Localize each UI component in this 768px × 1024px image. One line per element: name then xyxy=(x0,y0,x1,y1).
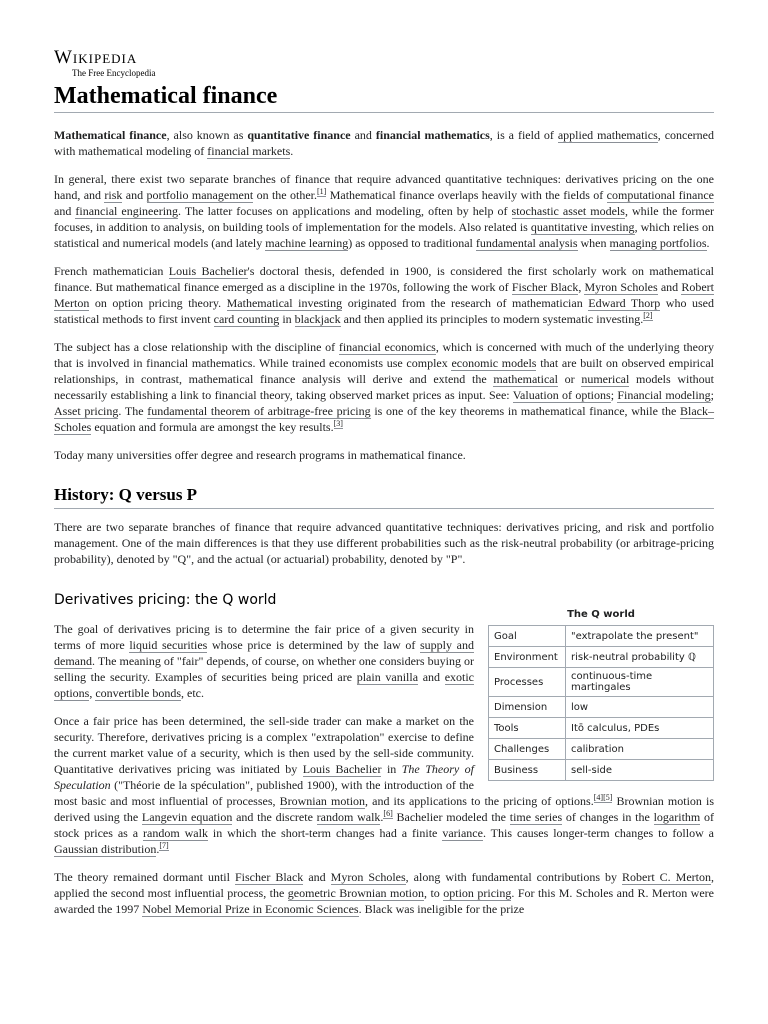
infobox-row xyxy=(489,760,714,781)
infobox-key: Environment xyxy=(489,647,566,668)
infobox-value: Itō calculus, PDEs xyxy=(566,718,714,739)
text: . The latter focuses on applications and modeling, often by help of xyxy=(178,204,512,218)
wikipedia-wordmark: Wikipedia xyxy=(54,47,138,68)
text: of stock prices as a xyxy=(54,810,715,840)
text: ; xyxy=(610,388,618,402)
text: , which is concerned with much of the underlying theory that is involved in financial mathematics. While trained economists use complex xyxy=(54,340,714,370)
link-quantitative-investing[interactable]: quantitative investing xyxy=(530,220,635,234)
text: . xyxy=(290,144,294,158)
link-exotic-options[interactable]: exotic options xyxy=(54,670,475,700)
section-heading-history: History: Q versus P xyxy=(54,485,714,509)
text: that are built on observed empirical relationships, in contrast, mathematical finance analysis will derive and extend the xyxy=(54,356,714,386)
text: Today many universities offer degree and research programs in mathematical finance. xyxy=(54,448,466,462)
link-edward-thorp[interactable]: Edward Thorp xyxy=(588,296,661,310)
link-convertible-bonds[interactable]: convertible bonds xyxy=(95,686,181,700)
citation-4[interactable] xyxy=(594,793,603,803)
text: Once a fair price has been determined, the sell-side trader can make a market on the security. Therefore, derivatives pricing is a complex "extrapolation" exercise to define the current market value of a security, which is then used by the sell-side community. Quantitative derivatives pricing was initiated by xyxy=(54,714,474,776)
text: originated from the research of mathematician xyxy=(342,296,589,310)
citation-link[interactable]: [2] xyxy=(643,311,653,320)
paragraph-q-versus-p xyxy=(54,519,714,567)
citation-3[interactable] xyxy=(334,419,343,429)
paragraph-black-scholes xyxy=(54,869,714,917)
text: and xyxy=(122,188,147,202)
text: , to xyxy=(424,886,444,900)
text: . This causes longer-term changes to follow a xyxy=(482,826,714,840)
text: , applied the second most influential process, the xyxy=(54,870,714,900)
link-nobel-prize[interactable]: Nobel Memorial Prize in Economic Sciences xyxy=(142,902,359,916)
infobox-row xyxy=(489,647,714,668)
link-fundamental-analysis[interactable]: fundamental analysis xyxy=(475,236,578,250)
infobox-row xyxy=(489,718,714,739)
text: , also known as xyxy=(166,128,248,142)
infobox-value: sell-side xyxy=(566,760,714,781)
link-random-walk[interactable]: random walk xyxy=(316,810,381,824)
paragraph-history-people xyxy=(54,263,714,327)
text: , while the former focuses, in addition to analysis, on building tools of implementation for the models. Also related is xyxy=(54,204,715,234)
infobox-key: Business xyxy=(489,760,566,781)
link-financial-engineering[interactable]: financial engineering xyxy=(75,204,179,218)
text: Mathematical finance overlaps heavily with the fields of xyxy=(326,188,607,202)
text: The theory remained dormant until xyxy=(54,870,235,884)
infobox-key: Tools xyxy=(489,718,566,739)
text: and the discrete xyxy=(232,810,317,824)
citation-5[interactable] xyxy=(603,793,612,803)
link-applied-mathematics[interactable]: applied mathematics xyxy=(557,128,658,142)
citation-7[interactable] xyxy=(159,841,168,851)
text: . xyxy=(380,810,384,824)
link-logarithm[interactable]: logarithm xyxy=(653,810,701,824)
infobox-row xyxy=(489,626,714,647)
text: on option pricing theory. xyxy=(89,296,227,310)
infobox-title: The Q world xyxy=(567,609,635,620)
link-asset-pricing[interactable]: Asset pricing xyxy=(54,404,119,418)
link-risk[interactable]: risk xyxy=(104,188,123,202)
page-title: Mathematical finance xyxy=(54,82,714,113)
link-fundamental-theorem[interactable]: fundamental theorem of arbitrage-free pricing xyxy=(147,404,371,418)
text: . For this M. Scholes and R. Merton were awarded the 1997 xyxy=(54,886,715,916)
text: Brownian motion is derived using the xyxy=(54,794,714,824)
infobox-table xyxy=(488,625,714,781)
text: Bachelier modeled the xyxy=(392,810,510,824)
link-numerical[interactable]: numerical xyxy=(581,372,630,386)
text: The goal of derivatives pricing is to determine the fair price of a given security in terms of more xyxy=(54,622,474,652)
text: There are two separate branches of finance that require advanced quantitative techniques: derivatives pricing, and risk and portfolio management. One of the main differences is that they use different probabilities such as the risk-neutral probability (or arbitrage-pricing probability), denoted by "Q", and the actual (or actuarial) probability, denoted by "P". xyxy=(54,520,714,566)
text: is one of the key theorems in mathematical finance, while the xyxy=(370,404,680,418)
text: . xyxy=(706,236,710,250)
text: . The xyxy=(118,404,148,418)
link-stochastic-asset-models[interactable]: stochastic asset models xyxy=(511,204,625,218)
link-liquid-securities[interactable]: liquid securities xyxy=(129,638,208,652)
text: . Black was ineligible for the prize xyxy=(358,902,525,916)
text: who used statistical methods to first invent xyxy=(54,296,714,326)
infobox-q-world xyxy=(488,607,714,781)
link-time-series[interactable]: time series xyxy=(509,810,563,824)
link-robert-merton[interactable]: Robert Merton xyxy=(54,280,714,310)
link-brownian-motion[interactable]: Brownian motion xyxy=(279,794,366,808)
link-robert-c-merton[interactable]: Robert C. Merton xyxy=(622,870,711,884)
infobox-row xyxy=(489,697,714,718)
link-geometric-brownian-motion[interactable]: geometric Brownian motion xyxy=(287,886,425,900)
link-option-pricing[interactable]: option pricing xyxy=(443,886,512,900)
link-financial-modeling[interactable]: Financial modeling xyxy=(617,388,711,402)
citation-2[interactable] xyxy=(643,311,652,321)
link-black-scholes[interactable]: Black–Scholes xyxy=(54,404,714,434)
text: and xyxy=(350,128,376,142)
text: and xyxy=(54,204,76,218)
text: . The meaning of "fair" depends, of course, on whether one considers buying or selling the security. Examples of securities being priced are xyxy=(54,654,474,684)
link-langevin-equation[interactable]: Langevin equation xyxy=(141,810,233,824)
infobox-key: Processes xyxy=(489,668,566,697)
link-financial-economics[interactable]: financial economics xyxy=(338,340,436,354)
text: and then applied its principles to modern systematic investing. xyxy=(340,312,644,326)
text: and xyxy=(657,280,682,294)
link-myron-scholes[interactable]: Myron Scholes xyxy=(584,280,658,294)
text: and xyxy=(418,670,445,684)
wikipedia-tagline: The Free Encyclopedia xyxy=(72,68,156,78)
text: models without necessarily establishing a link to financial theory, taking observed market prices as input. See: xyxy=(54,372,714,402)
text: , is a field of xyxy=(489,128,558,142)
work-title: The Theory of Speculation xyxy=(54,762,475,792)
text: in xyxy=(381,762,402,776)
text: whose price is determined by the law of xyxy=(207,638,420,652)
text: , and its applications to the pricing of options. xyxy=(365,794,594,808)
citation-6[interactable] xyxy=(383,809,392,819)
text: when xyxy=(577,236,610,250)
text: of changes in the xyxy=(562,810,654,824)
citation-link[interactable]: [6] xyxy=(383,809,393,818)
link-portfolio-management[interactable]: portfolio management xyxy=(146,188,254,202)
text: . xyxy=(156,842,160,856)
link-economic-models[interactable]: economic models xyxy=(451,356,537,370)
infobox-value: "extrapolate the present" xyxy=(566,626,714,647)
text: ("Théorie de la spéculation", published 1900), with the introduction of the most basic and most influential of processes, xyxy=(54,778,474,808)
term-bold: quantitative finance xyxy=(247,128,351,142)
infobox-value: low xyxy=(566,697,714,718)
term-bold: financial mathematics xyxy=(375,128,490,142)
infobox-value: calibration xyxy=(566,739,714,760)
citation-1[interactable] xyxy=(317,187,326,197)
wikipedia-logo[interactable] xyxy=(54,48,714,82)
text: In general, there exist two separate branches of finance that require advanced quantitative techniques: derivatives pricing on the one hand, and xyxy=(54,172,714,202)
infobox-key: Dimension xyxy=(489,697,566,718)
infobox-key: Challenges xyxy=(489,739,566,760)
link-gaussian-distribution[interactable]: Gaussian distribution xyxy=(54,842,157,856)
link-fischer-black[interactable]: Fischer Black xyxy=(511,280,579,294)
article-page xyxy=(54,48,714,929)
link-machine-learning[interactable]: machine learning xyxy=(265,236,349,250)
citation-link[interactable]: [4] xyxy=(593,793,604,802)
text: , xyxy=(578,280,585,294)
link-louis-bachelier[interactable]: Louis Bachelier xyxy=(168,264,248,278)
infobox-value: risk-neutral probability ℚ xyxy=(566,647,714,668)
text: and xyxy=(303,870,331,884)
text: French mathematician xyxy=(54,264,169,278)
text: 's doctoral thesis, defended in 1900, is considered the first scholarly work on mathematical finance. But mathematical finance emerged as a discipline in the 1970s, following the work of xyxy=(54,264,714,294)
link-financial-markets[interactable]: financial markets xyxy=(207,144,291,158)
citation-link[interactable]: [3] xyxy=(333,419,343,428)
paragraph-branches xyxy=(54,171,714,251)
text: , along with fundamental contributions by xyxy=(405,870,622,884)
term-bold: Mathematical finance xyxy=(54,128,167,142)
paragraph-financial-economics xyxy=(54,339,714,435)
text: on the other. xyxy=(253,188,317,202)
text: in which the short-term changes had a finite xyxy=(207,826,443,840)
text: ; xyxy=(710,388,714,402)
citation-link[interactable]: [1] xyxy=(317,187,327,196)
text: or xyxy=(557,372,582,386)
infobox-value: continuous-time martingales xyxy=(566,668,714,697)
link-mathematical[interactable]: mathematical xyxy=(493,372,558,386)
infobox-key: Goal xyxy=(489,626,566,647)
link-blackjack[interactable]: blackjack xyxy=(294,312,341,326)
text: equation and formula are amongst the key results. xyxy=(91,420,334,434)
section-heading-derivatives: Derivatives pricing: the Q world xyxy=(54,592,277,608)
infobox-row xyxy=(489,668,714,697)
infobox-row xyxy=(489,739,714,760)
text: , which relies on statistical and numerical models (and lately xyxy=(54,220,714,250)
text: , xyxy=(89,686,96,700)
link-mathematical-investing[interactable]: Mathematical investing xyxy=(226,296,343,310)
link-computational-finance[interactable]: computational finance xyxy=(606,188,714,202)
paragraph-universities xyxy=(54,447,714,463)
link-myron-scholes[interactable]: Myron Scholes xyxy=(330,870,406,884)
link-valuation-of-options[interactable]: Valuation of options xyxy=(512,388,611,402)
link-supply-and-demand[interactable]: supply and demand xyxy=(54,638,474,668)
link-variance[interactable]: variance xyxy=(442,826,483,840)
link-managing-portfolios[interactable]: managing portfolios xyxy=(609,236,707,250)
link-card-counting[interactable]: card counting xyxy=(213,312,280,326)
citation-link[interactable]: [7] xyxy=(159,841,169,850)
link-plain-vanilla[interactable]: plain vanilla xyxy=(356,670,419,684)
citation-link[interactable]: [5] xyxy=(603,793,613,802)
link-fischer-black[interactable]: Fischer Black xyxy=(234,870,304,884)
link-random-walk[interactable]: random walk xyxy=(143,826,208,840)
text: , etc. xyxy=(181,686,204,700)
text: , concerned with mathematical modeling of xyxy=(54,128,714,158)
text: ) as opposed to traditional xyxy=(348,236,476,250)
text: in xyxy=(279,312,295,326)
paragraph-intro xyxy=(54,127,714,159)
text: The subject has a close relationship with the discipline of xyxy=(54,340,339,354)
link-louis-bachelier[interactable]: Louis Bachelier xyxy=(302,762,382,776)
